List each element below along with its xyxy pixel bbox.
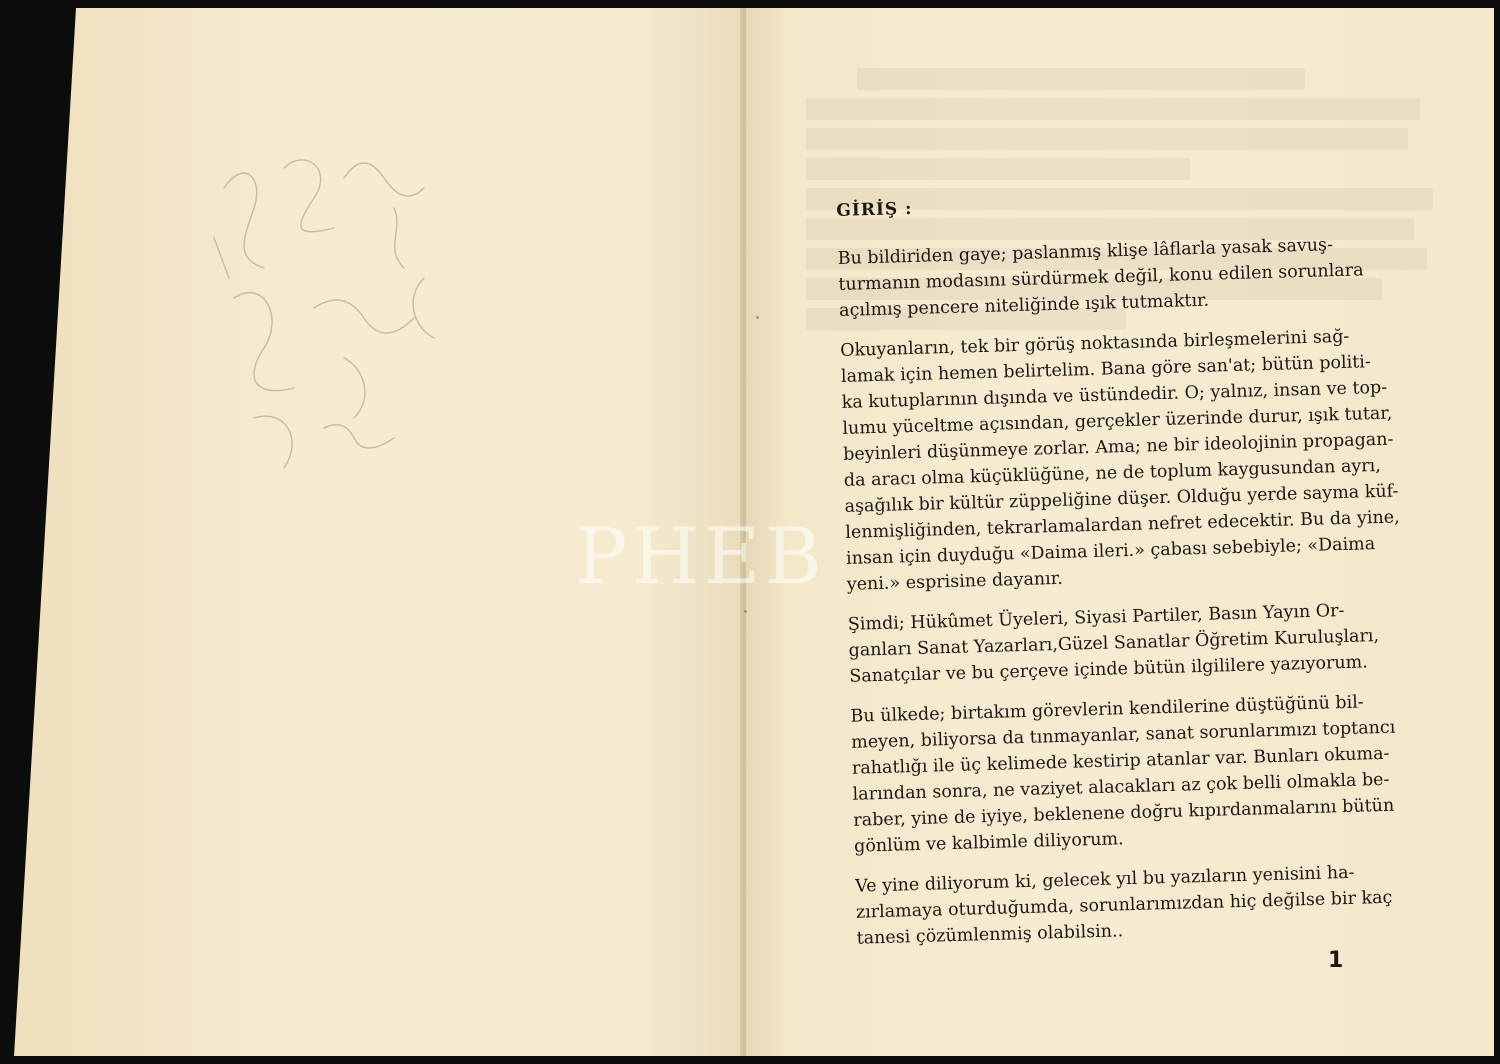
text-line: insan için duyduğu «Daima ileri.» çabası sebebiyle; «Daima [845, 534, 1376, 569]
paper-speck [744, 610, 747, 613]
text-line: lamak için hemen belirtelim. Bana göre san'at; bütün politi- [840, 352, 1372, 387]
text-line: açılmış pencere niteliğinde ışık tutmaktır. [838, 290, 1210, 321]
text-line: Bu bildiriden gaye; paslanmış klişe lâflarla yasak savuş- [837, 235, 1334, 269]
watermark: PHEB [575, 512, 826, 602]
text-line: Ve yine diliyorum ki, gelecek yıl bu yazıların yenisini ha- [854, 862, 1355, 897]
text-line: tanesi çözümlenmiş olabilsin.. [856, 921, 1124, 949]
text-line: yeni.» esprisine dayanır. [846, 568, 1064, 595]
text-line: lenmişliğinden, tekrarlamalardan nefret edecektir. Bu da yine, [845, 507, 1400, 543]
text-line: Sanatçılar ve bu çerçeve içinde bütün ilgililere yazıyorum. [849, 652, 1369, 687]
text-line: meyen, biliyorsa da tınmayanlar, sanat sorunlarımızı toptancı [850, 717, 1396, 753]
text-line: Bu ülkede; birtakım görevlerin kendilerine düştüğünü bil- [850, 692, 1364, 727]
page-number: 1 [1328, 948, 1344, 973]
text-line: larından sonra, ne vaziyet alacakları az çok belli olmakla be- [852, 769, 1390, 805]
text-line: zırlamaya oturduğumda, sorunlarımızdan hiç değilse bir kaç [855, 887, 1393, 923]
paragraph-1 [837, 230, 1399, 324]
text-line: ganları Sanat Yazarları,Güzel Sanatlar Öğretim Kuruluşları, [848, 626, 1380, 661]
text-line: rahatlığı ile üç kelimede kestirip atanlar var. Bunları okuma- [851, 743, 1390, 779]
right-page [746, 8, 1494, 1056]
text-line: ka kutuplarının dışında ve üstündedir. O; yalnız, insan ve top- [841, 377, 1388, 413]
paragraph-4 [850, 688, 1414, 860]
text-line: aşağılık bir kültür züppeliğine düşer. Olduğu yerde sayma küf- [844, 481, 1399, 517]
text-line: lumu yüceltme açısından, gerçekler üzerinde durur, ışık tutar, [842, 403, 1393, 439]
paragraph-3 [848, 596, 1410, 690]
text-line: Okuyanların, tek bir görüş noktasında birleşmelerini sağ- [839, 326, 1350, 361]
paragraph-5 [855, 858, 1417, 952]
pencil-scribble-icon [194, 118, 454, 498]
text-line: gönlüm ve kalbimle diliyorum. [853, 829, 1124, 857]
paper-speck [756, 316, 759, 319]
section-heading: GİRİŞ : [836, 198, 913, 221]
text-line: Şimdi; Hükûmet Üyeleri, Siyasi Partiler, Basın Yayın Or- [847, 600, 1345, 635]
text-line: turmanın modasını sürdürmek değil, konu edilen sorunlara [838, 260, 1364, 295]
body-text [836, 182, 1417, 965]
paragraph-2 [840, 322, 1407, 598]
text-line: raber, yine de iyiye, beklenene doğru kıpırdanmalarını bütün [853, 795, 1395, 831]
text-line: beyinleri düşünmeye zorlar. Ama; ne bir ideolojinin propagan- [842, 429, 1394, 465]
text-line: da aracı olma küçüklüğüne, ne de toplum kaygusundan ayrı, [843, 455, 1382, 491]
